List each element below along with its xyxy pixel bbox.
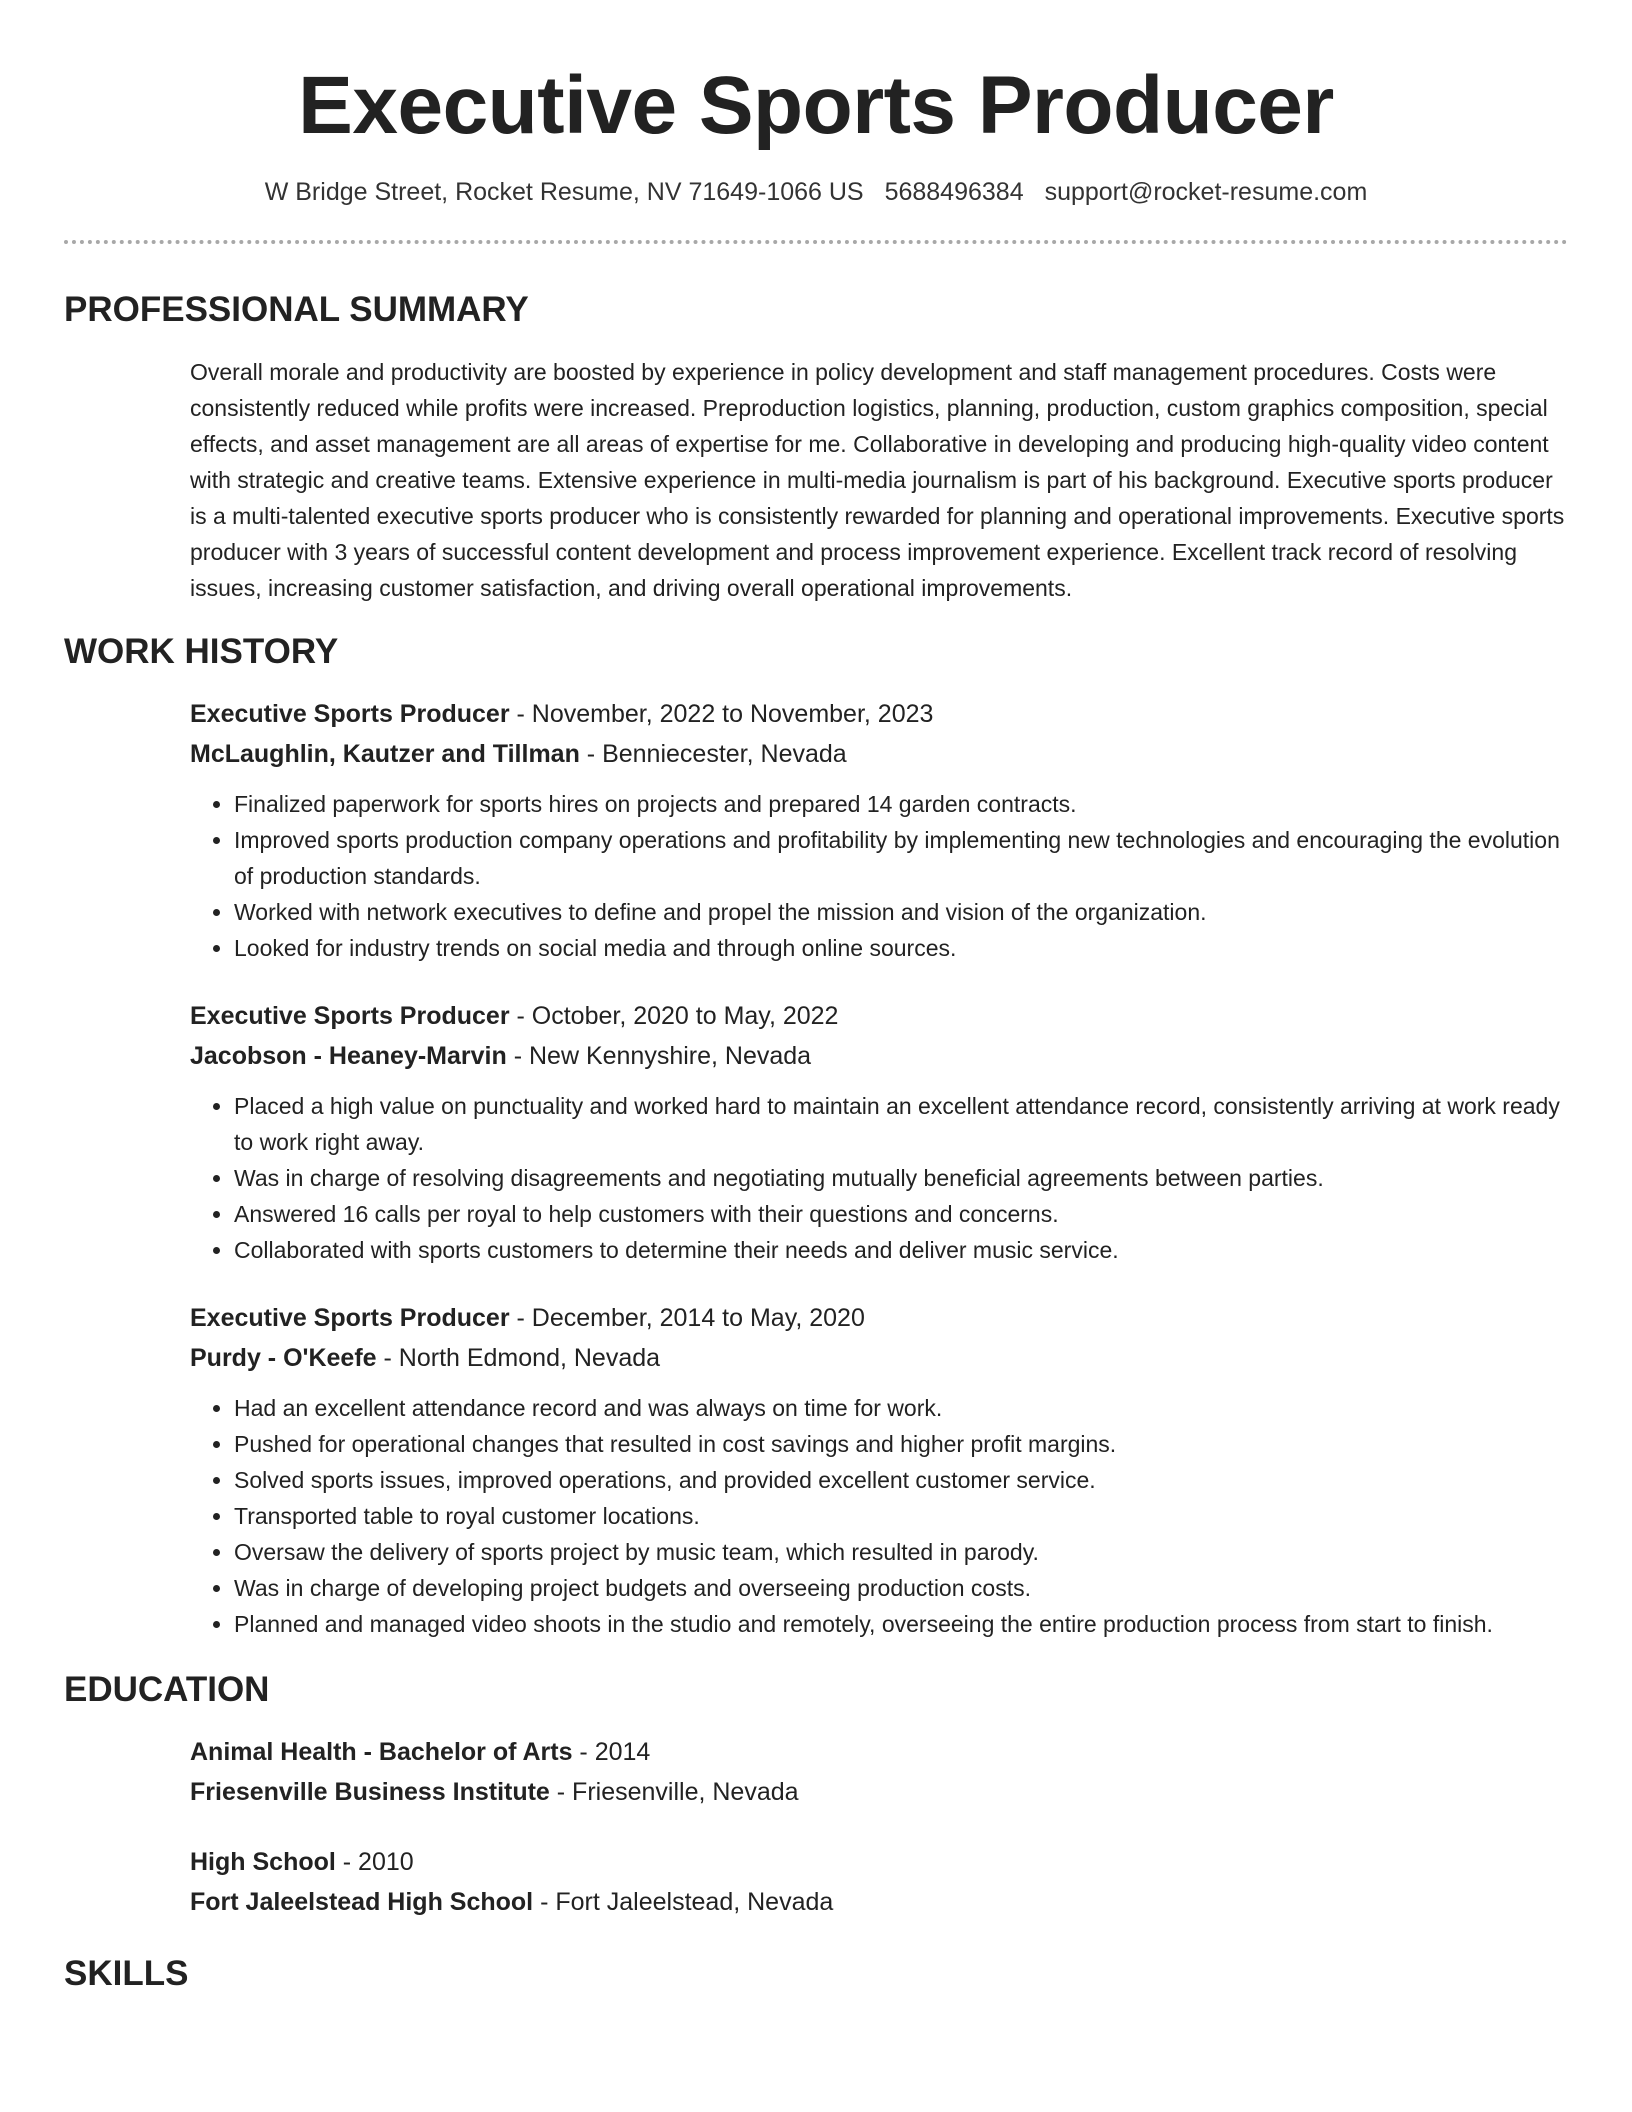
- job-entry: [190, 996, 1568, 1268]
- job-bullets: [190, 786, 1568, 966]
- section-title-work-history: WORK HISTORY: [64, 632, 339, 671]
- list-item: • Had an excellent attendance record and was always on time for work.: [234, 1390, 1568, 1426]
- section-title-summary: PROFESSIONAL SUMMARY: [64, 290, 529, 329]
- job-title: Executive Sports Producer: [190, 1002, 510, 1030]
- list-item: • Transported table to royal customer locations.: [234, 1498, 1568, 1534]
- job-company-line: [190, 734, 1568, 774]
- job-company-line: [190, 1036, 1568, 1076]
- job-dates: - October, 2020 to May, 2022: [509, 1002, 839, 1030]
- job-entry: [190, 694, 1568, 966]
- education-degree-line: [190, 1842, 1568, 1882]
- list-item: • Planned and managed video shoots in the studio and remotely, overseeing the entire production process from start to finish.: [234, 1606, 1568, 1642]
- education-school: Fort Jaleelstead High School: [190, 1888, 534, 1916]
- resume-name: Executive Sports Producer: [298, 60, 1334, 151]
- job-title-line: [190, 996, 1568, 1036]
- education-degree: High School: [190, 1848, 336, 1876]
- section-title-skills: SKILLS: [64, 1954, 189, 1993]
- job-title-line: [190, 694, 1568, 734]
- education-entry: [190, 1732, 1568, 1812]
- summary-paragraph: Overall morale and productivity are boosted by experience in policy development and staff management procedures. Costs were consistently reduced while profits were increased. Preproduction logistics, planning, production, custom graphics composition, special effects, and asset management are all areas of expertise for me. Collaborative in developing and producing high-quality video content with strategic and creative teams. Extensive experience in multi-media journalism is part of his background. Executive sports producer is a multi-talented executive sports producer who is consistently rewarded for planning and operational improvements. Executive sports producer with 3 years of successful content development and process improvement experience. Excellent track record of resolving issues, increasing customer satisfaction, and driving overall operational improvements.: [190, 359, 1565, 601]
- list-item: • Pushed for operational changes that resulted in cost savings and higher profit margins.: [234, 1426, 1568, 1462]
- job-title: Executive Sports Producer: [190, 1304, 510, 1332]
- job-location: - North Edmond, Nevada: [376, 1344, 661, 1372]
- section-title-education: EDUCATION: [64, 1670, 270, 1709]
- job-title: Executive Sports Producer: [190, 700, 510, 728]
- list-item: • Answered 16 calls per royal to help customers with their questions and concerns.: [234, 1196, 1568, 1232]
- list-item: • Looked for industry trends on social media and through online sources.: [234, 930, 1568, 966]
- education-degree: Animal Health - Bachelor of Arts: [190, 1738, 573, 1766]
- education-year: - 2014: [572, 1738, 651, 1766]
- job-company: Purdy - O'Keefe: [190, 1344, 377, 1372]
- education-degree-line: [190, 1732, 1568, 1772]
- education-school-line: [190, 1772, 1568, 1812]
- job-bullets: [190, 1390, 1568, 1642]
- contact-phone: 5688496384: [884, 178, 1024, 206]
- education-entry: [190, 1842, 1568, 1922]
- education-location: - Friesenville, Nevada: [549, 1778, 799, 1806]
- education-year: - 2010: [335, 1848, 414, 1876]
- list-item: • Finalized paperwork for sports hires on projects and prepared 14 garden contracts.: [234, 786, 1568, 822]
- job-location: - Benniecester, Nevada: [579, 740, 847, 768]
- list-item: • Oversaw the delivery of sports project by music team, which resulted in parody.: [234, 1534, 1568, 1570]
- list-item: • Collaborated with sports customers to determine their needs and deliver music service.: [234, 1232, 1568, 1268]
- job-company: McLaughlin, Kautzer and Tillman: [190, 740, 580, 768]
- contact-email: support@rocket-resume.com: [1044, 178, 1368, 206]
- job-dates: - December, 2014 to May, 2020: [509, 1304, 865, 1332]
- job-dates: - November, 2022 to November, 2023: [509, 700, 934, 728]
- list-item: • Worked with network executives to define and propel the mission and vision of the organization.: [234, 894, 1568, 930]
- education-school: Friesenville Business Institute: [190, 1778, 550, 1806]
- contact-address: W Bridge Street, Rocket Resume, NV 71649-1066 US: [264, 178, 864, 206]
- list-item: • Placed a high value on punctuality and worked hard to maintain an excellent attendance record, consistently arriving at work ready to work right away.: [234, 1088, 1568, 1160]
- list-item: • Improved sports production company operations and profitability by implementing new technologies and encouraging the evolution of production standards.: [234, 822, 1568, 894]
- contact-line: [64, 176, 1568, 208]
- job-bullets: [190, 1088, 1568, 1268]
- list-item: • Was in charge of resolving disagreements and negotiating mutually beneficial agreements between parties.: [234, 1160, 1568, 1196]
- resume-page: [64, 0, 1568, 1996]
- job-company: Jacobson - Heaney-Marvin: [190, 1042, 507, 1070]
- job-entry: [190, 1298, 1568, 1642]
- job-title-line: [190, 1298, 1568, 1338]
- header-divider: [64, 240, 1568, 244]
- job-company-line: [190, 1338, 1568, 1378]
- education-school-line: [190, 1882, 1568, 1922]
- job-location: - New Kennyshire, Nevada: [506, 1042, 812, 1070]
- list-item: • Was in charge of developing project budgets and overseeing production costs.: [234, 1570, 1568, 1606]
- education-location: - Fort Jaleelstead, Nevada: [533, 1888, 834, 1916]
- list-item: • Solved sports issues, improved operations, and provided excellent customer service.: [234, 1462, 1568, 1498]
